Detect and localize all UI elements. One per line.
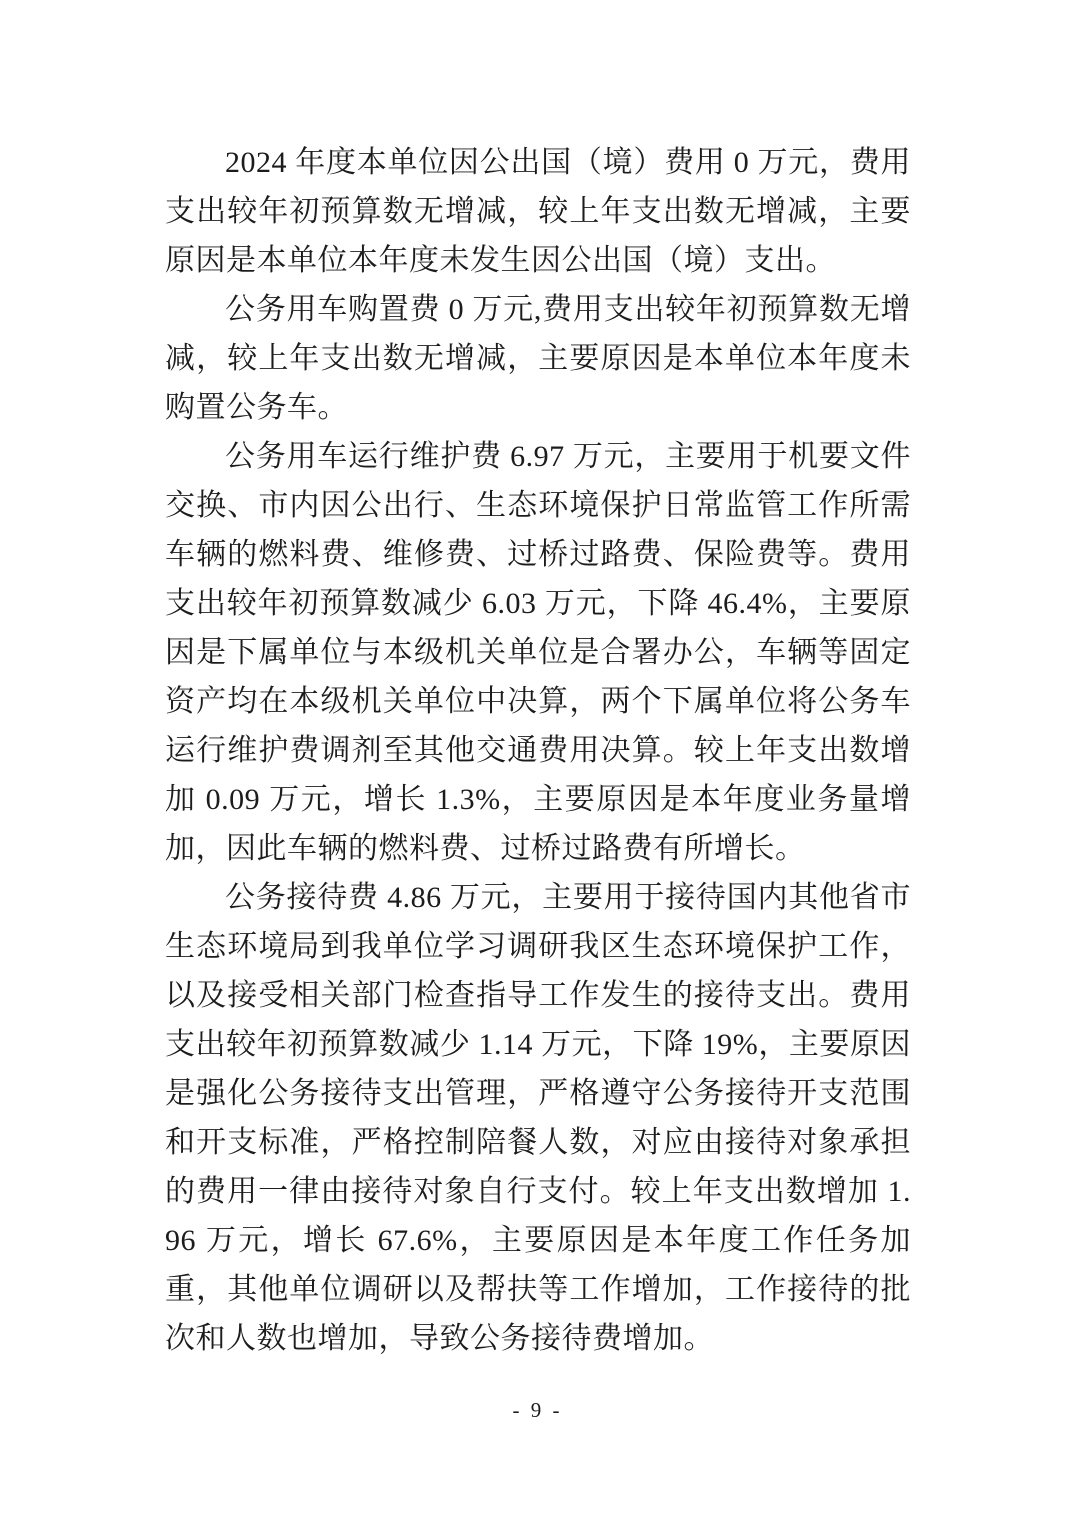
page-number: - 9 - bbox=[512, 1398, 563, 1422]
paragraph-official-reception-expense: 公务接待费 4.86 万元，主要用于接待国内其他省市生态环境局到我单位学习调研我区生态环境保护工作，以及接受相关部门检查指导工作发生的接待支出。费用支出较年初预算数减少 1.14 万元，下降 19%，主要原因是强化公务接待支出管理，严格遵守公务接待开支范围和开支标准，严格控制陪餐人数，对应由接待对象承担的费用一律由接待对象自行支付。较上年支出数增加 1.96 万元，增长 67.6%，主要原因是本年度工作任务加重，其他单位调研以及帮扶等工作增加，工作接待的批次和人数也增加，导致公务接待费增加。 bbox=[165, 881, 911, 1355]
paragraph-foreign-travel-expense: 2024 年度本单位因公出国（境）费用 0 万元，费用支出较年初预算数无增减，较上年支出数无增减，主要原因是本单位本年度未发生因公出国（境）支出。 bbox=[165, 146, 911, 277]
document-body bbox=[165, 138, 911, 1363]
paragraph-vehicle-maintenance-expense: 公务用车运行维护费 6.97 万元，主要用于机要文件交换、市内因公出行、生态环境保护日常监管工作所需车辆的燃料费、维修费、过桥过路费、保险费等。费用支出较年初预算数减少 6.03 万元，下降 46.4%，主要原因是下属单位与本级机关单位是合署办公，车辆等固定资产均在本级机关单位中决算，两个下属单位将公务车运行维护费调剂至其他交通费用决算。较上年支出数增加 0.09 万元，增长 1.3%，主要原因是本年度业务量增加，因此车辆的燃料费、过桥过路费有所增长。 bbox=[165, 440, 911, 865]
paragraph-vehicle-purchase-expense: 公务用车购置费 0 万元,费用支出较年初预算数无增减，较上年支出数无增减，主要原因是本单位本年度未购置公务车。 bbox=[165, 293, 911, 424]
